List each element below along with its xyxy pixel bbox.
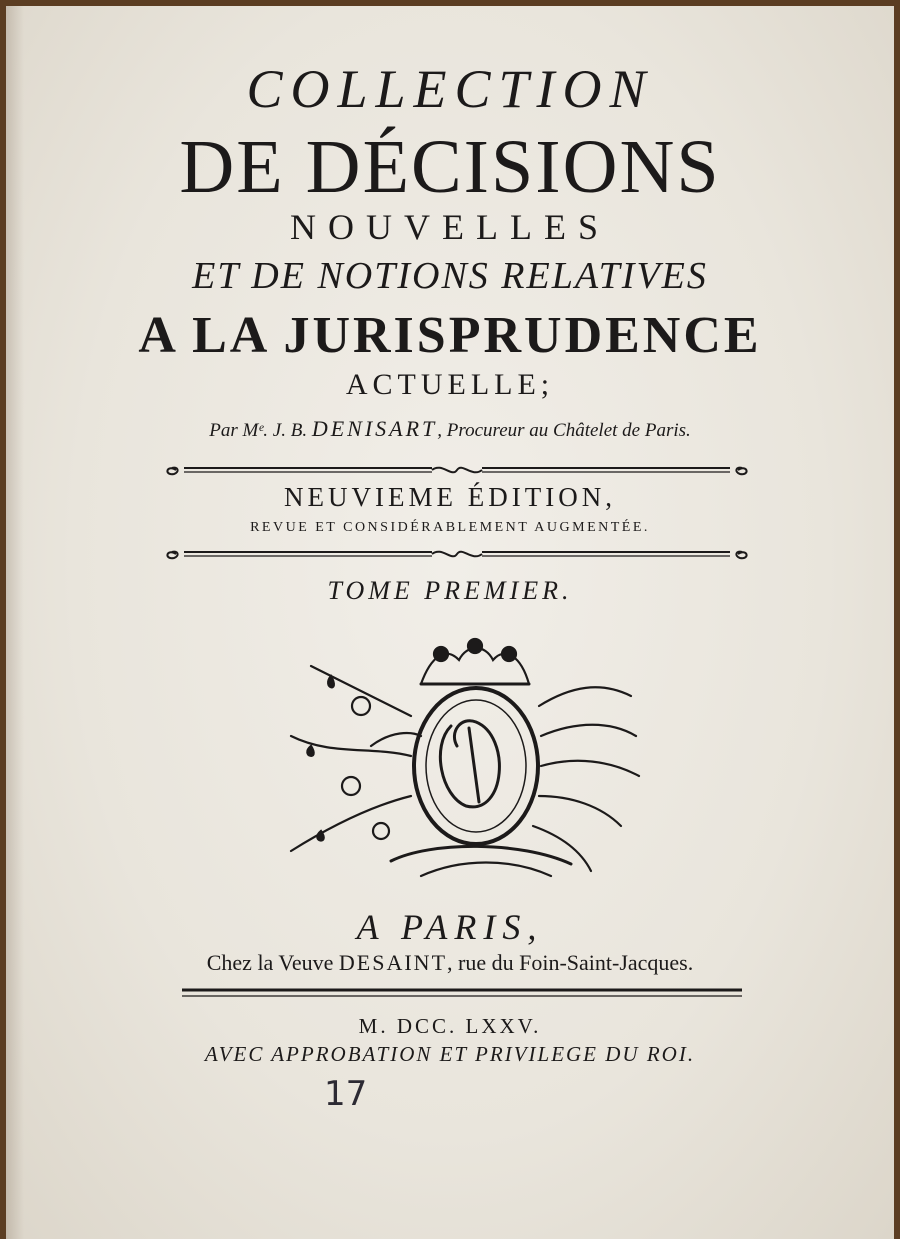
ornamental-rule-top xyxy=(162,462,752,478)
author-name: DENISART xyxy=(311,416,438,441)
double-rule xyxy=(182,984,742,996)
publisher-suffix: , rue du Foin-Saint-Jacques. xyxy=(447,950,694,975)
author-suffix: , Procureur au Châtelet de Paris. xyxy=(437,420,691,441)
author-line xyxy=(6,416,894,442)
title-line-actuelle: ACTUELLE; xyxy=(345,368,555,401)
title-line-collection: COLLECTION xyxy=(246,59,654,119)
title-line-decisions: DE DÉCISIONS xyxy=(179,125,721,209)
edition-line: NEUVIEME ÉDITION, xyxy=(284,482,616,512)
publisher-name: DESAINT xyxy=(338,950,448,975)
revision-line: REVUE ET CONSIDÉRABLEMENT AUGMENTÉE. xyxy=(250,520,650,535)
publication-year: M. DCC. LXXV. xyxy=(358,1014,542,1038)
privilege-line: AVEC APPROBATION ET PRIVILEGE DU ROI. xyxy=(204,1042,696,1066)
title-line-notions: ET DE NOTIONS RELATIVES xyxy=(192,255,708,297)
title-line-jurisprudence: A LA JURISPRUDENCE xyxy=(138,307,762,364)
volume-line: TOME PREMIER. xyxy=(327,576,573,605)
title-line-nouvelles: NOUVELLES xyxy=(290,207,610,247)
ornamental-rule-bottom xyxy=(162,546,752,562)
author-prefix: Par Mᵉ. J. B. xyxy=(209,420,312,441)
title-page xyxy=(6,6,894,1239)
monogram-vignette-icon xyxy=(271,636,651,886)
publisher-prefix: Chez la Veuve xyxy=(206,950,339,975)
publisher-line xyxy=(6,950,894,976)
handwritten-number: 17 xyxy=(324,1074,368,1114)
imprint-city: A PARIS, xyxy=(356,907,544,947)
